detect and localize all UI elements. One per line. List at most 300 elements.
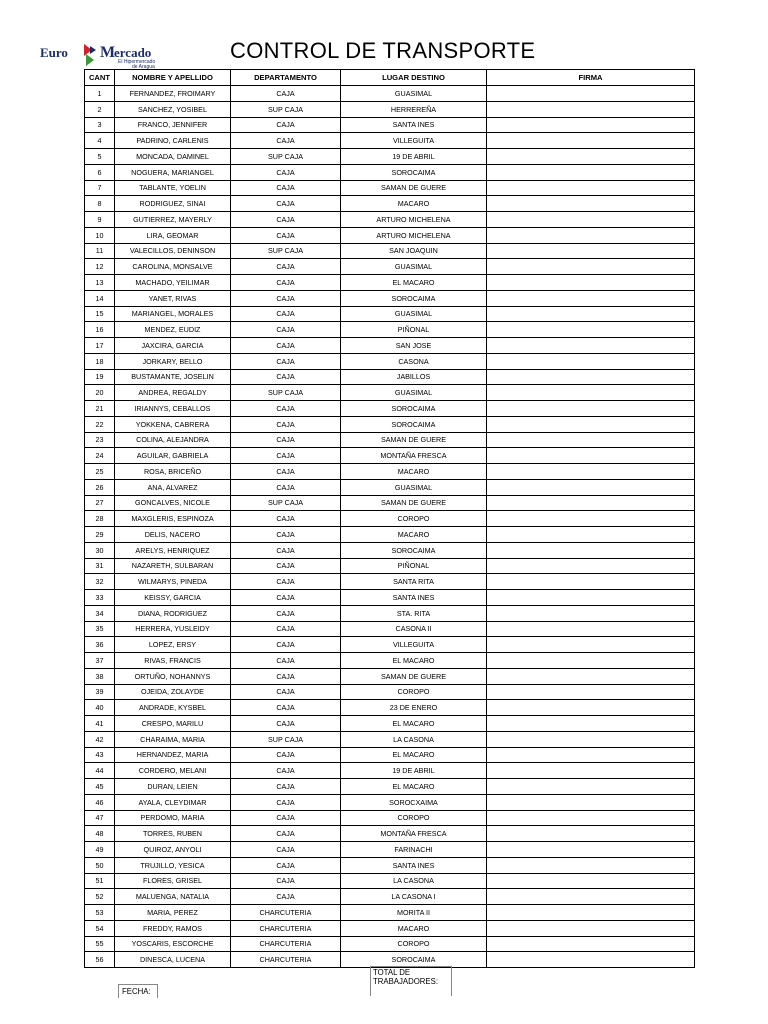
table-row — [85, 684, 695, 700]
nombre-cell: YOSCARIS, ESCORCHE — [115, 936, 231, 952]
cant-cell: 23 — [85, 432, 115, 448]
cant-cell: 17 — [85, 338, 115, 354]
cant-cell: 15 — [85, 306, 115, 322]
firma-cell — [487, 936, 695, 952]
destino-cell: LA CASONA — [341, 731, 487, 747]
cant-cell: 22 — [85, 416, 115, 432]
cant-cell: 38 — [85, 668, 115, 684]
total-trabajadores-box — [370, 966, 452, 996]
cant-cell: 20 — [85, 385, 115, 401]
nombre-cell: MAXGLERIS, ESPINOZA — [115, 511, 231, 527]
cant-cell: 7 — [85, 180, 115, 196]
firma-cell — [487, 464, 695, 480]
firma-cell — [487, 590, 695, 606]
cant-cell: 8 — [85, 196, 115, 212]
departamento-cell: CHARCUTERIA — [231, 936, 341, 952]
nombre-cell: FREDDY, RAMOS — [115, 920, 231, 936]
fecha-label: FECHA: — [122, 987, 151, 996]
table-row — [85, 227, 695, 243]
cant-cell: 53 — [85, 905, 115, 921]
departamento-cell: CAJA — [231, 416, 341, 432]
firma-cell — [487, 322, 695, 338]
table-row — [85, 842, 695, 858]
table-row — [85, 338, 695, 354]
firma-cell — [487, 810, 695, 826]
cant-cell: 4 — [85, 133, 115, 149]
firma-cell — [487, 196, 695, 212]
nombre-cell: CHARAIMA, MARIA — [115, 731, 231, 747]
transport-table — [84, 69, 695, 968]
destino-cell: COROPO — [341, 684, 487, 700]
departamento-cell: CAJA — [231, 794, 341, 810]
firma-cell — [487, 621, 695, 637]
departamento-cell: CAJA — [231, 353, 341, 369]
table-row — [85, 857, 695, 873]
table-row — [85, 889, 695, 905]
cant-cell: 56 — [85, 952, 115, 968]
cant-cell: 29 — [85, 527, 115, 543]
departamento-cell: CAJA — [231, 605, 341, 621]
nombre-cell: ORTUÑO, NOHANNYS — [115, 668, 231, 684]
firma-cell — [487, 416, 695, 432]
departamento-cell: CAJA — [231, 558, 341, 574]
departamento-cell: CAJA — [231, 432, 341, 448]
table-row — [85, 196, 695, 212]
departamento-cell: CAJA — [231, 196, 341, 212]
nombre-cell: ARELYS, HENRIQUEZ — [115, 542, 231, 558]
column-header-destino: LUGAR DESTINO — [341, 70, 487, 86]
destino-cell: MACARO — [341, 196, 487, 212]
cant-cell: 6 — [85, 164, 115, 180]
table-row — [85, 574, 695, 590]
cant-cell: 14 — [85, 290, 115, 306]
column-header-nombre: NOMBRE Y APELLIDO — [115, 70, 231, 86]
nombre-cell: ANDRADE, KYSBEL — [115, 700, 231, 716]
table-row — [85, 259, 695, 275]
table-row — [85, 873, 695, 889]
destino-cell: HERREREÑA — [341, 101, 487, 117]
destino-cell: MACARO — [341, 920, 487, 936]
firma-cell — [487, 653, 695, 669]
firma-cell — [487, 826, 695, 842]
cant-cell: 27 — [85, 495, 115, 511]
departamento-cell: CAJA — [231, 747, 341, 763]
destino-cell: SOROCAIMA — [341, 164, 487, 180]
firma-cell — [487, 275, 695, 291]
departamento-cell: SUP CAJA — [231, 385, 341, 401]
departamento-cell: SUP CAJA — [231, 731, 341, 747]
departamento-cell: CAJA — [231, 527, 341, 543]
cant-cell: 48 — [85, 826, 115, 842]
departamento-cell: CAJA — [231, 180, 341, 196]
cant-cell: 18 — [85, 353, 115, 369]
departamento-cell: CAJA — [231, 275, 341, 291]
nombre-cell: PERDOMO, MARIA — [115, 810, 231, 826]
table-row — [85, 747, 695, 763]
destino-cell: ARTURO MICHELENA — [341, 227, 487, 243]
destino-cell: SOROCAIMA — [341, 416, 487, 432]
nombre-cell: TORRES, RUBEN — [115, 826, 231, 842]
departamento-cell: CHARCUTERIA — [231, 905, 341, 921]
nombre-cell: ANDREA, REGALDY — [115, 385, 231, 401]
departamento-cell: CAJA — [231, 464, 341, 480]
table-header-row — [85, 70, 695, 86]
table-row — [85, 731, 695, 747]
firma-cell — [487, 243, 695, 259]
departamento-cell: CAJA — [231, 763, 341, 779]
destino-cell: ARTURO MICHELENA — [341, 212, 487, 228]
firma-cell — [487, 133, 695, 149]
departamento-cell: CAJA — [231, 684, 341, 700]
cant-cell: 40 — [85, 700, 115, 716]
nombre-cell: DINESCA, LUCENA — [115, 952, 231, 968]
nombre-cell: VALECILLOS, DENINSON — [115, 243, 231, 259]
nombre-cell: TRUJILLO, YESICA — [115, 857, 231, 873]
nombre-cell: RIVAS, FRANCIS — [115, 653, 231, 669]
logo-subtitle-1: El Hipermercado — [118, 59, 156, 65]
departamento-cell: CAJA — [231, 227, 341, 243]
firma-cell — [487, 747, 695, 763]
nombre-cell: GONCALVES, NICOLE — [115, 495, 231, 511]
table-row — [85, 322, 695, 338]
nombre-cell: DURAN, LEIEN — [115, 779, 231, 795]
departamento-cell: CAJA — [231, 164, 341, 180]
nombre-cell: SANCHEZ, YOSIBEL — [115, 101, 231, 117]
firma-cell — [487, 401, 695, 417]
firma-cell — [487, 448, 695, 464]
cant-cell: 13 — [85, 275, 115, 291]
table-row — [85, 936, 695, 952]
departamento-cell: CAJA — [231, 479, 341, 495]
destino-cell: MORITA II — [341, 905, 487, 921]
destino-cell: EL MACARO — [341, 716, 487, 732]
column-header-cant: CANT — [85, 70, 115, 86]
destino-cell: SANTA INES — [341, 117, 487, 133]
cant-cell: 30 — [85, 542, 115, 558]
destino-cell: 19 DE ABRIL — [341, 149, 487, 165]
nombre-cell: CRESPO, MARILU — [115, 716, 231, 732]
firma-cell — [487, 700, 695, 716]
cant-cell: 3 — [85, 117, 115, 133]
departamento-cell: CAJA — [231, 86, 341, 102]
destino-cell: SANTA INES — [341, 590, 487, 606]
nombre-cell: COLINA, ALEJANDRA — [115, 432, 231, 448]
nombre-cell: GUTIERREZ, MAYERLY — [115, 212, 231, 228]
cant-cell: 32 — [85, 574, 115, 590]
departamento-cell: CAJA — [231, 448, 341, 464]
cant-cell: 35 — [85, 621, 115, 637]
table-row — [85, 763, 695, 779]
departamento-cell: CHARCUTERIA — [231, 952, 341, 968]
cant-cell: 47 — [85, 810, 115, 826]
nombre-cell: KEISSY, GARCIA — [115, 590, 231, 606]
destino-cell: EL MACARO — [341, 747, 487, 763]
nombre-cell: AGUILAR, GABRIELA — [115, 448, 231, 464]
nombre-cell: HERNANDEZ, MARIA — [115, 747, 231, 763]
table-row — [85, 826, 695, 842]
cant-cell: 24 — [85, 448, 115, 464]
departamento-cell: CAJA — [231, 889, 341, 905]
table-row — [85, 212, 695, 228]
destino-cell: COROPO — [341, 511, 487, 527]
firma-cell — [487, 668, 695, 684]
departamento-cell: CAJA — [231, 306, 341, 322]
departamento-cell: CAJA — [231, 212, 341, 228]
destino-cell: STA. RITA — [341, 605, 487, 621]
table-row — [85, 290, 695, 306]
destino-cell: GUASIMAL — [341, 86, 487, 102]
destino-cell: COROPO — [341, 810, 487, 826]
destino-cell: SOROCAIMA — [341, 952, 487, 968]
nombre-cell: TABLANTE, YOELIN — [115, 180, 231, 196]
firma-cell — [487, 637, 695, 653]
cant-cell: 26 — [85, 479, 115, 495]
destino-cell: SAN JOSE — [341, 338, 487, 354]
destino-cell: LA CASONA I — [341, 889, 487, 905]
firma-cell — [487, 920, 695, 936]
destino-cell: SOROCAIMA — [341, 401, 487, 417]
destino-cell: CASONA — [341, 353, 487, 369]
cant-cell: 45 — [85, 779, 115, 795]
destino-cell: JABILLOS — [341, 369, 487, 385]
destino-cell: SOROCXAIMA — [341, 794, 487, 810]
table-row — [85, 542, 695, 558]
departamento-cell: CAJA — [231, 637, 341, 653]
table-row — [85, 101, 695, 117]
departamento-cell: SUP CAJA — [231, 243, 341, 259]
nombre-cell: MALUENGA, NATALIA — [115, 889, 231, 905]
nombre-cell: OJEIDA, ZOLAYDE — [115, 684, 231, 700]
departamento-cell: CAJA — [231, 621, 341, 637]
departamento-cell: CAJA — [231, 338, 341, 354]
table-row — [85, 605, 695, 621]
nombre-cell: ROSA, BRICEÑO — [115, 464, 231, 480]
destino-cell: SAMAN DE GUERE — [341, 668, 487, 684]
firma-cell — [487, 779, 695, 795]
nombre-cell: MENDEZ, EUDIZ — [115, 322, 231, 338]
table-row — [85, 180, 695, 196]
table-row — [85, 416, 695, 432]
departamento-cell: CAJA — [231, 401, 341, 417]
departamento-cell: CAJA — [231, 117, 341, 133]
firma-cell — [487, 259, 695, 275]
table-row — [85, 464, 695, 480]
nombre-cell: RODRIGUEZ, SINAI — [115, 196, 231, 212]
cant-cell: 49 — [85, 842, 115, 858]
nombre-cell: YOKKENA, CABRERA — [115, 416, 231, 432]
cant-cell: 52 — [85, 889, 115, 905]
departamento-cell: CAJA — [231, 779, 341, 795]
departamento-cell: CAJA — [231, 590, 341, 606]
firma-cell — [487, 227, 695, 243]
departamento-cell: CAJA — [231, 716, 341, 732]
destino-cell: MACARO — [341, 527, 487, 543]
cant-cell: 10 — [85, 227, 115, 243]
departamento-cell: CAJA — [231, 290, 341, 306]
nombre-cell: WILMARYS, PINEDA — [115, 574, 231, 590]
firma-cell — [487, 527, 695, 543]
departamento-cell: CAJA — [231, 133, 341, 149]
departamento-cell: CAJA — [231, 322, 341, 338]
destino-cell: 23 DE ENERO — [341, 700, 487, 716]
destino-cell: VILLEGUITA — [341, 133, 487, 149]
nombre-cell: QUIROZ, ANYOLI — [115, 842, 231, 858]
firma-cell — [487, 86, 695, 102]
firma-cell — [487, 353, 695, 369]
nombre-cell: IRIANNYS, CEBALLOS — [115, 401, 231, 417]
cant-cell: 55 — [85, 936, 115, 952]
cant-cell: 5 — [85, 149, 115, 165]
destino-cell: SOROCAIMA — [341, 290, 487, 306]
column-header-departamento: DEPARTAMENTO — [231, 70, 341, 86]
departamento-cell: CAJA — [231, 668, 341, 684]
nombre-cell: LIRA, GEOMAR — [115, 227, 231, 243]
destino-cell: VILLEGUITA — [341, 637, 487, 653]
cant-cell: 1 — [85, 86, 115, 102]
table-row — [85, 668, 695, 684]
destino-cell: SOROCAIMA — [341, 542, 487, 558]
table-row — [85, 164, 695, 180]
table-row — [85, 479, 695, 495]
cant-cell: 42 — [85, 731, 115, 747]
nombre-cell: MARIANGEL, MORALES — [115, 306, 231, 322]
nombre-cell: NOGUERA, MARIANGEL — [115, 164, 231, 180]
firma-cell — [487, 684, 695, 700]
page-title: CONTROL DE TRANSPORTE — [230, 38, 536, 63]
departamento-cell: SUP CAJA — [231, 101, 341, 117]
departamento-cell: CAJA — [231, 700, 341, 716]
table-row — [85, 794, 695, 810]
destino-cell: GUASIMAL — [341, 479, 487, 495]
firma-cell — [487, 873, 695, 889]
nombre-cell: ANA, ALVAREZ — [115, 479, 231, 495]
destino-cell: SANTA INES — [341, 857, 487, 873]
cant-cell: 44 — [85, 763, 115, 779]
table-row — [85, 448, 695, 464]
cant-cell: 28 — [85, 511, 115, 527]
nombre-cell: CAROLINA, MONSALVE — [115, 259, 231, 275]
departamento-cell: CHARCUTERIA — [231, 920, 341, 936]
nombre-cell: LOPEZ, ERSY — [115, 637, 231, 653]
nombre-cell: AYALA, CLEYDIMAR — [115, 794, 231, 810]
destino-cell: 19 DE ABRIL — [341, 763, 487, 779]
table-row — [85, 306, 695, 322]
cant-cell: 51 — [85, 873, 115, 889]
firma-cell — [487, 558, 695, 574]
firma-cell — [487, 842, 695, 858]
table-row — [85, 401, 695, 417]
destino-cell: MONTAÑA FRESCA — [341, 448, 487, 464]
departamento-cell: CAJA — [231, 542, 341, 558]
departamento-cell: CAJA — [231, 653, 341, 669]
firma-cell — [487, 542, 695, 558]
destino-cell: CASONA II — [341, 621, 487, 637]
nombre-cell: DIANA, RODRIGUEZ — [115, 605, 231, 621]
cant-cell: 50 — [85, 857, 115, 873]
firma-cell — [487, 794, 695, 810]
firma-cell — [487, 369, 695, 385]
nombre-cell: JAXCIRA, GARCIA — [115, 338, 231, 354]
cant-cell: 11 — [85, 243, 115, 259]
cant-cell: 37 — [85, 653, 115, 669]
firma-cell — [487, 511, 695, 527]
firma-cell — [487, 306, 695, 322]
table-row — [85, 716, 695, 732]
table-row — [85, 133, 695, 149]
nombre-cell: NAZARETH, SULBARAN — [115, 558, 231, 574]
destino-cell: SAMAN DE GUERE — [341, 495, 487, 511]
destino-cell: COROPO — [341, 936, 487, 952]
cant-cell: 43 — [85, 747, 115, 763]
firma-cell — [487, 385, 695, 401]
firma-cell — [487, 889, 695, 905]
table-row — [85, 527, 695, 543]
nombre-cell: MONCADA, DAMINEL — [115, 149, 231, 165]
destino-cell: PIÑONAL — [341, 322, 487, 338]
nombre-cell: FERNANDEZ, FROIMARY — [115, 86, 231, 102]
firma-cell — [487, 212, 695, 228]
firma-cell — [487, 338, 695, 354]
nombre-cell: PADRINO, CARLENIS — [115, 133, 231, 149]
logo-text-ercado: ercado — [114, 45, 152, 60]
logo-text-m: M — [100, 44, 116, 61]
destino-cell: SANTA RITA — [341, 574, 487, 590]
table-row — [85, 920, 695, 936]
table-row — [85, 385, 695, 401]
destino-cell: GUASIMAL — [341, 385, 487, 401]
departamento-cell: SUP CAJA — [231, 149, 341, 165]
departamento-cell: CAJA — [231, 842, 341, 858]
destino-cell: EL MACARO — [341, 275, 487, 291]
cant-cell: 34 — [85, 605, 115, 621]
table-row — [85, 495, 695, 511]
firma-cell — [487, 716, 695, 732]
firma-cell — [487, 857, 695, 873]
destino-cell: FARINACHI — [341, 842, 487, 858]
nombre-cell: BUSTAMANTE, JOSELIN — [115, 369, 231, 385]
cant-cell: 21 — [85, 401, 115, 417]
departamento-cell: CAJA — [231, 574, 341, 590]
firma-cell — [487, 149, 695, 165]
cant-cell: 36 — [85, 637, 115, 653]
departamento-cell: CAJA — [231, 857, 341, 873]
destino-cell: SAN JOAQUIN — [341, 243, 487, 259]
nombre-cell: FRANCO, JENNIFER — [115, 117, 231, 133]
cant-cell: 39 — [85, 684, 115, 700]
firma-cell — [487, 180, 695, 196]
departamento-cell: CAJA — [231, 259, 341, 275]
nombre-cell: FLORES, GRISEL — [115, 873, 231, 889]
cant-cell: 33 — [85, 590, 115, 606]
firma-cell — [487, 605, 695, 621]
nombre-cell: MACHADO, YEILIMAR — [115, 275, 231, 291]
destino-cell: MONTAÑA FRESCA — [341, 826, 487, 842]
table-row — [85, 511, 695, 527]
table-row — [85, 653, 695, 669]
table-row — [85, 905, 695, 921]
firma-cell — [487, 101, 695, 117]
destino-cell: SAMAN DE GUERE — [341, 180, 487, 196]
nombre-cell: YANET, RIVAS — [115, 290, 231, 306]
cant-cell: 41 — [85, 716, 115, 732]
nombre-cell: CORDERO, MELANI — [115, 763, 231, 779]
euromercado-logo — [40, 40, 180, 70]
table-row — [85, 637, 695, 653]
table-row — [85, 810, 695, 826]
table-row — [85, 621, 695, 637]
cant-cell: 12 — [85, 259, 115, 275]
cant-cell: 16 — [85, 322, 115, 338]
